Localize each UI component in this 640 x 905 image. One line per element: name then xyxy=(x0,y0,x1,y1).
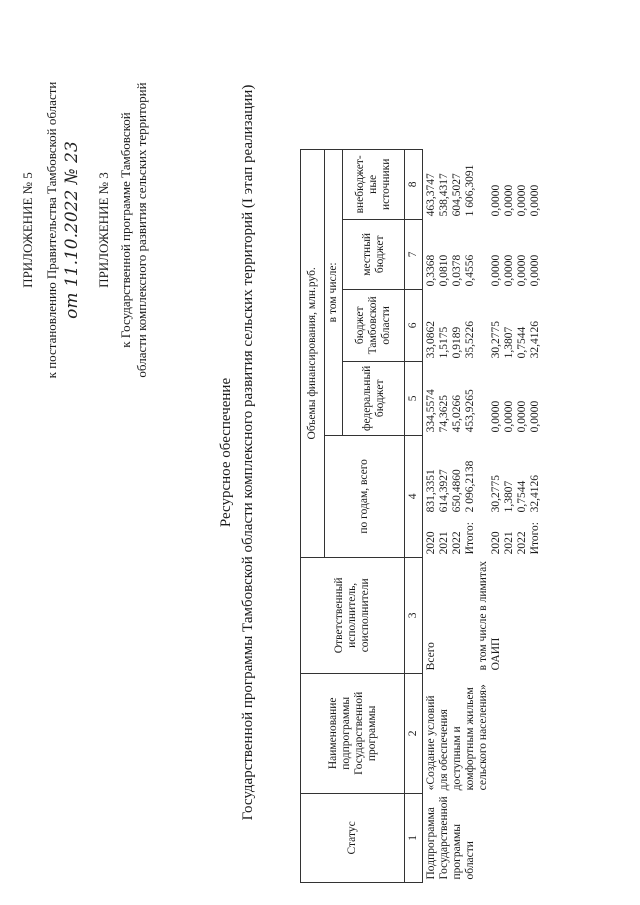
year-total-sum: Итого: xyxy=(464,522,476,555)
appendix-5-label: ПРИЛОЖЕНИЕ № 5 xyxy=(20,172,35,288)
row-executor xyxy=(423,557,545,673)
regional-oaip-2021: 1,3807 xyxy=(503,326,515,359)
extra-total-2021: 538,4317 xyxy=(438,173,450,217)
regional-total-2022: 0,9189 xyxy=(451,326,463,359)
year-oaip-2022: 2022 xyxy=(516,531,528,555)
all-oaip-2021: 1,3807 xyxy=(503,480,515,513)
all-total-2020: 831,3351 xyxy=(425,469,437,513)
extra-oaip-2020: 0,0000 xyxy=(490,184,502,217)
local-total-2021: 0,0810 xyxy=(438,254,450,287)
regional-total-sum: 35,5226 xyxy=(464,320,476,359)
regional-oaip-2022: 0,7544 xyxy=(516,326,528,359)
column-number-1: 1 xyxy=(405,793,423,882)
federal-oaip-2020: 0,0000 xyxy=(490,400,502,433)
regional-oaip-2020: 30,2775 xyxy=(490,320,502,359)
year-oaip-2020: 2020 xyxy=(490,531,502,555)
extra-total-sum: 1 606,3091 xyxy=(464,164,476,217)
federal-total-2021: 74,3625 xyxy=(438,394,450,433)
table-row xyxy=(423,149,545,882)
extra-oaip-sum: 0,0000 xyxy=(529,184,541,217)
local-oaip-2021: 0,0000 xyxy=(503,254,515,287)
header-local: местный бюджет xyxy=(343,219,405,289)
extra-oaip-2021: 0,0000 xyxy=(503,184,515,217)
program-reference-line-1: к Государственной программе Тамбовской xyxy=(118,112,133,348)
extra-total-2020: 463,3747 xyxy=(425,173,437,217)
executor-oaip-label: в том числе в лимитах ОАИП xyxy=(477,561,502,671)
all-oaip-2020: 30,2775 xyxy=(490,474,502,513)
program-reference-line-2: области комплексного развития сельских территорий xyxy=(134,82,149,378)
extra-column xyxy=(423,149,545,219)
column-number-2: 2 xyxy=(405,673,423,793)
decree-reference: к постановлению Правительства Тамбовской области xyxy=(44,81,59,379)
all-total-2021: 614,3927 xyxy=(438,469,450,513)
row-subprogram-name: «Создание условий для обеспечения доступным и комфортным жильем сельского населения» xyxy=(425,684,489,791)
federal-oaip-sum: 0,0000 xyxy=(529,400,541,433)
local-oaip-sum: 0,0000 xyxy=(529,254,541,287)
header-federal: федеральный бюджет xyxy=(343,361,405,435)
local-oaip-2022: 0,0000 xyxy=(516,254,528,287)
column-number-7: 7 xyxy=(405,219,423,289)
resource-table xyxy=(300,149,544,883)
extra-oaip-2022: 0,0000 xyxy=(516,184,528,217)
header-status: Статус xyxy=(301,793,405,882)
federal-column xyxy=(423,361,545,435)
local-total-sum: 0,4556 xyxy=(464,254,476,287)
year-total-2022: 2022 xyxy=(451,531,463,555)
handwritten-date-number: от 11.10.2022 № 23 xyxy=(62,141,82,319)
federal-oaip-2021: 0,0000 xyxy=(503,400,515,433)
local-total-2020: 0,3368 xyxy=(425,254,437,287)
federal-total-sum: 453,9265 xyxy=(464,389,476,433)
all-total-sum: 2 096,2138 xyxy=(464,460,476,513)
header-extra: внебюджет-ные источники xyxy=(343,149,405,219)
year-oaip-2021: 2021 xyxy=(503,531,515,555)
header-including: в том числе: xyxy=(325,149,343,435)
column-number-4: 4 xyxy=(405,435,423,557)
all-oaip-2022: 0,7544 xyxy=(516,480,528,513)
title-line-1: Ресурсное обеспечение xyxy=(218,377,234,528)
all-oaip-sum: 32,4126 xyxy=(529,474,541,513)
regional-column xyxy=(423,289,545,361)
year-column xyxy=(423,515,545,557)
local-total-2022: 0,0378 xyxy=(451,254,463,287)
year-total-2021: 2021 xyxy=(438,531,450,555)
header-by-years-total: по годам, всего xyxy=(325,435,405,557)
federal-oaip-2022: 0,0000 xyxy=(516,400,528,433)
header-regional: бюджет Тамбовской области xyxy=(343,289,405,361)
local-oaip-2020: 0,0000 xyxy=(490,254,502,287)
header-name: Наименование подпрограммы Государственной программы xyxy=(301,673,405,793)
header-funding-volume: Объемы финансирования, млн.руб. xyxy=(301,149,325,557)
regional-total-2020: 33,0862 xyxy=(425,320,437,359)
column-number-3: 3 xyxy=(405,557,423,673)
federal-total-2022: 45,0266 xyxy=(451,394,463,433)
column-number-6: 6 xyxy=(405,289,423,361)
all-total-2022: 650,4860 xyxy=(451,469,463,513)
column-number-8: 8 xyxy=(405,149,423,219)
local-column xyxy=(423,219,545,289)
row-status: Подпрограмма Государственной программы области xyxy=(425,796,476,880)
extra-total-2022: 604,5027 xyxy=(451,173,463,217)
regional-oaip-sum: 32,4126 xyxy=(529,320,541,359)
executor-total-label: Всего xyxy=(425,642,437,671)
all-column xyxy=(423,435,545,515)
appendix-3-label: ПРИЛОЖЕНИЕ № 3 xyxy=(96,172,111,288)
header-executor: Ответственный исполнитель, соисполнители xyxy=(301,557,405,673)
federal-total-2020: 334,5574 xyxy=(425,389,437,433)
year-oaip-sum: Итого: xyxy=(529,522,541,555)
title-line-2: Государственной программы Тамбовской области комплексного развития сельских территорий (I этап реализации) xyxy=(240,84,256,821)
column-number-5: 5 xyxy=(405,361,423,435)
regional-total-2021: 1,5175 xyxy=(438,326,450,359)
year-total-2020: 2020 xyxy=(425,531,437,555)
